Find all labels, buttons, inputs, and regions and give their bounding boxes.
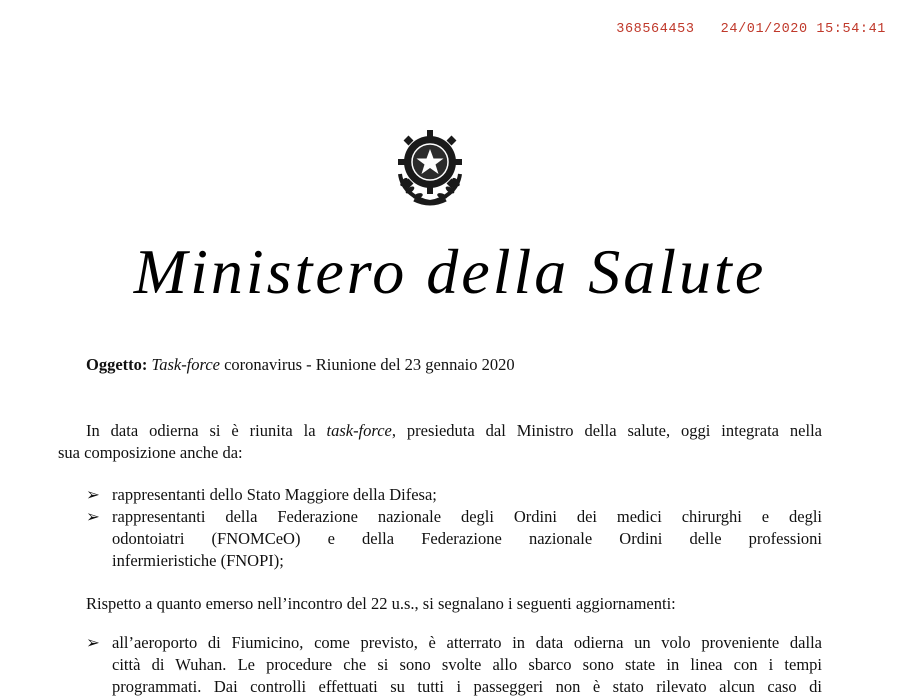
- ministry-title: Ministero della Salute: [133, 236, 767, 307]
- list-item: [86, 632, 822, 698]
- subject-line: [86, 354, 515, 376]
- list-item-line: odontoiatri (FNOMCeO) e della Federazione nazionale Ordini delle professioni: [112, 529, 822, 548]
- arrow-bullet-icon: ➢: [86, 507, 100, 526]
- arrow-bullet-icon: ➢: [86, 485, 100, 504]
- list-item-line: infermieristiche (FNOPI);: [112, 551, 284, 570]
- protocol-stamp: [616, 22, 886, 37]
- italian-republic-emblem-icon: [392, 124, 468, 208]
- intro-line-1: [86, 420, 822, 442]
- composition-list: [86, 484, 822, 572]
- intro-paragraph: [58, 420, 822, 464]
- list-item: [86, 484, 822, 506]
- subject-italic: Task-force: [151, 355, 220, 374]
- arrow-bullet-icon: ➢: [86, 633, 100, 652]
- updates-intro: Rispetto a quanto emerso nell’incontro del 22 u.s., si segnalano i seguenti aggiornamenti:: [86, 594, 676, 613]
- list-item: [86, 506, 822, 572]
- list-item-line: all’aeroporto di Fiumicino, come previsto, è atterrato in data odierna un volo proveniente dalla: [112, 633, 822, 652]
- updates-list: [86, 632, 822, 698]
- intro-italic: task-force: [326, 421, 392, 440]
- list-item-line: programmati. Dai controlli effettuati su tutti i passeggeri non è stato rilevato alcun caso di: [112, 677, 822, 696]
- list-item-line: città di Wuhan. Le procedure che si sono svolte allo sbarco sono state in linea con i tempi: [112, 655, 822, 674]
- intro-line-2: sua composizione anche da:: [58, 443, 243, 462]
- intro-text-b: , presieduta dal Ministro della salute, oggi integrata nella: [391, 421, 822, 440]
- subject-text: coronavirus - Riunione del 23 gennaio 2020: [219, 355, 515, 374]
- list-item-line: rappresentanti dello Stato Maggiore della Difesa;: [112, 485, 437, 504]
- list-item-line: rappresentanti della Federazione nazionale degli Ordini dei medici chirurghi e degli: [112, 507, 822, 526]
- subject-label: Oggetto:: [86, 355, 148, 374]
- protocol-number: 368564453: [616, 22, 695, 37]
- protocol-timestamp: 24/01/2020 15:54:41: [720, 22, 886, 37]
- intro-text-a: In data odierna si è riunita la: [86, 421, 327, 440]
